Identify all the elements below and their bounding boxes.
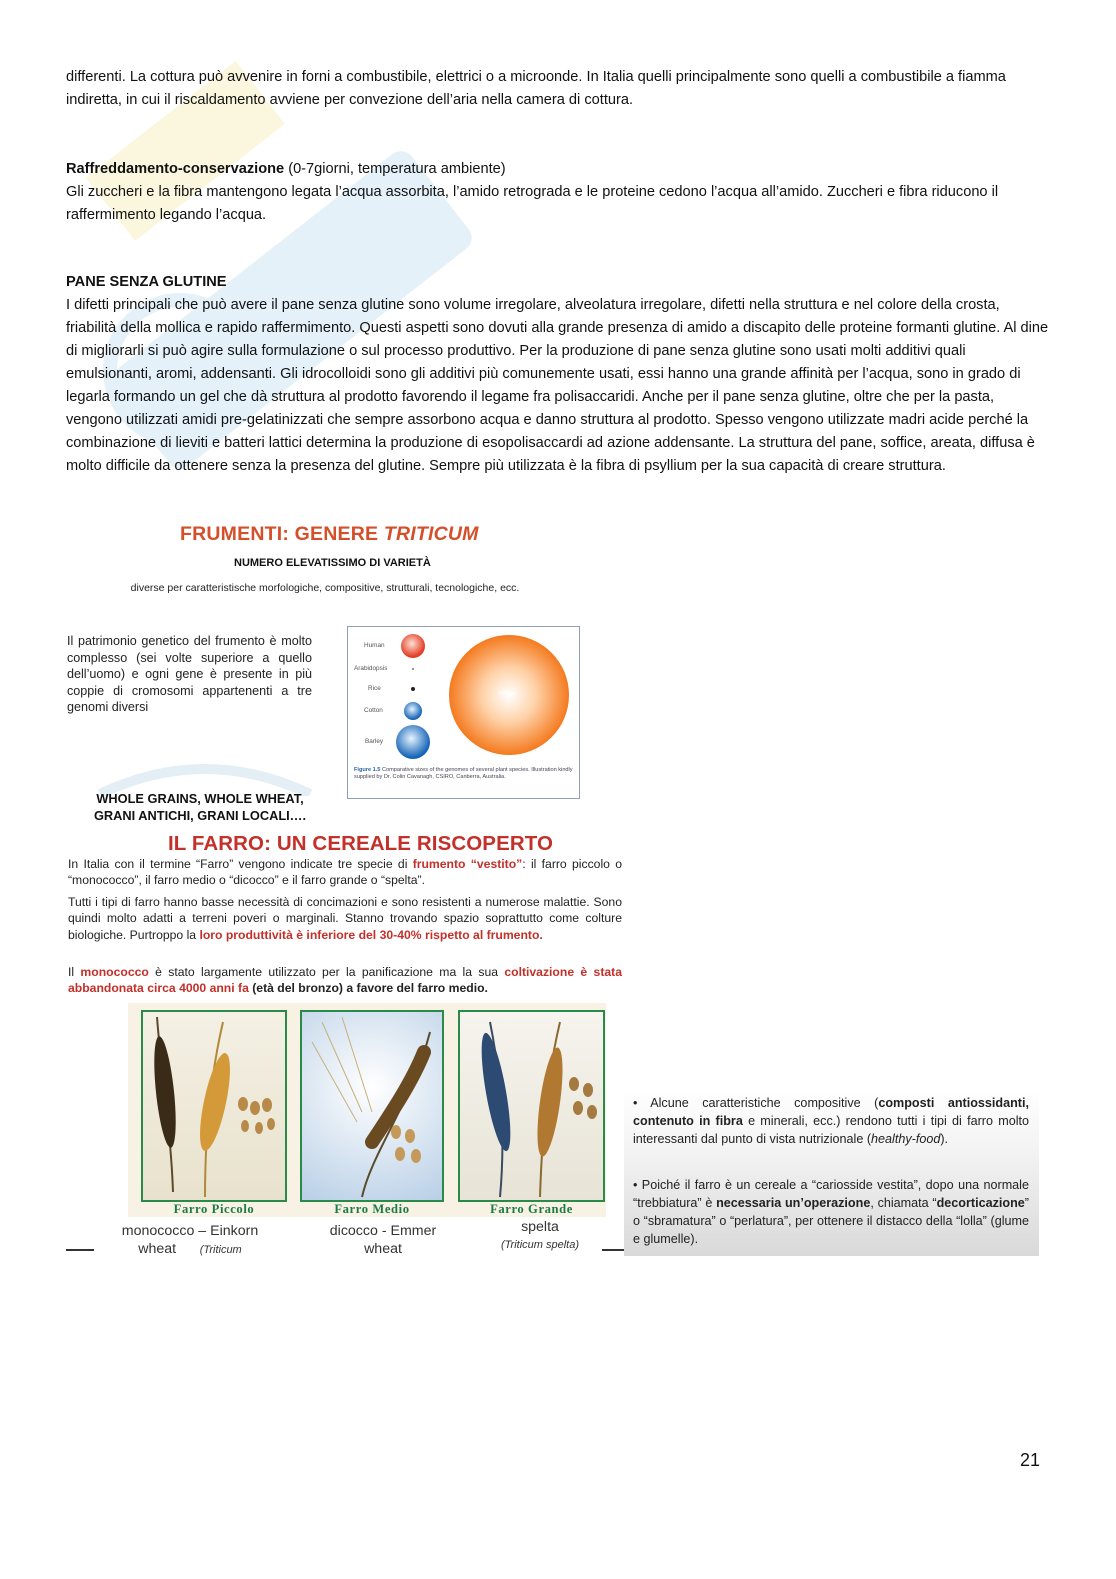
farro-characteristics-box xyxy=(624,1088,1039,1256)
slide1-body: Il patrimonio genetico del frumento è molto complesso (sei volte superiore a quello dell’uomo) e ogni gene è presente in più coppie di cromosomi appartenenti a tre genomi diversi xyxy=(67,634,312,715)
farro-grande-name: spelta (Triticum spelta) xyxy=(500,1219,580,1251)
slide2-title: IL FARRO: UN CEREALE RISCOPERTO xyxy=(168,832,554,855)
farro-medio-photo xyxy=(300,1010,444,1202)
bullet-compositive: • Alcune caratteristiche compositive (composti antiossidanti, contenuto in fibra e minerali, ecc.) rendono tutti i tipi di farro molto interessanti dal punto di vista nutrizionale (healthy-food). xyxy=(633,1096,1030,1146)
farro-medio-name: dicocco - Emmer wheat xyxy=(329,1223,437,1257)
raffreddamento-heading: Raffreddamento-conservazione xyxy=(66,161,285,177)
slide2-para2: Tutti i tipi di farro hanno basse necessità di concimazioni e sono resistenti a numerose malattie. Sono quindi molto adatti a terreni poveri o marginali. Stanno trovando spazio soprattutto come colture biologiche. Purtroppo la loro produttività è inferiore del 30-40% rispetto al frumento. xyxy=(68,895,622,942)
pane-text: I difetti principali che può avere il pane senza glutine sono volume irregolare, alveolatura irregolare, difetti nella struttura e nel colore della crosta, friabilità della mollica e rapido raffermimento. Questi aspetti sono dovuti alla grande presenza di amido a discapito delle proteine formanti glutine. Al dine di migliorarli si può agire sulla formulazione o sul processo produttivo. Per la produzione di pane senza glutine sono usati molti additivi quali emulsionanti, aromi, addensanti. Gli idrocolloidi sono gli additivi più comunemente usati, essi hanno una grande affinità per l’acqua, sono in grado di legarla formando un gel che dà struttura al prodotto favorendo il legame fra polisaccaridi. Anche per il pane senza glutine, oltre che per la pasta, vengono utilizzati amidi pre-gelatinizzati che sempre assorbono acqua e danno struttura al prodotto. Spesso vengono utilizzate madri acide perché la combinazione di lieviti e batteri lattici determina la produzione di esopolisaccardi ad azione addensante. La struttura del pane, soffice, areata, diffusa è molto difficile da ottenere senza la presenza del glutine. Sempre più utilizzata è la fibra di psyllium per la sua capacità di creare struttura. xyxy=(66,297,1049,474)
farro-grande-label: Farro Grande xyxy=(490,1202,573,1216)
arabidopsis-genome-circle xyxy=(412,668,414,670)
slide1-description: diverse per caratteristische morfologiche, compositive, strutturali, tecnologiche, ecc. xyxy=(130,582,520,594)
cotton-genome-circle xyxy=(404,702,422,720)
paragraph-cottura: differenti. La cottura può avvenire in forni a combustibile, elettrici o a microonde. In Italia quelli principalmente sono quelli a combustibile a fiamma indiretta, in cui il riscaldamento avviene per convezione dell’aria nella camera di cottura. xyxy=(66,69,1006,108)
bullet-decorticazione: • Poiché il farro è un cereale a “cariosside vestita”, dopo una normale “trebbiatura” è necessaria un’operazione, chiamata “decorticazione” o “sbramatura” o “perlatura”, per ottenere il distacco della “lolla” (glume e glumelle). xyxy=(633,1178,1029,1246)
farro-piccolo-photo xyxy=(141,1010,287,1202)
pane-heading: PANE SENZA GLUTINE xyxy=(66,274,227,290)
genome-size-figure: Human Arabidopsis Rice Cotton Barley Wheat Figure 1.5 Comparative sizes of the genomes of several plant species. Illustration kindly supplied by Dr. Colin Cavanagh, CSIRO, Canberra, Australia. xyxy=(347,626,580,799)
slide1-subtitle: NUMERO ELEVATISSIMO DI VARIETÀ xyxy=(234,557,431,569)
raffreddamento-text: Gli zuccheri e la fibra mantengono legata l’acqua assorbita, l’amido retrograda e le proteine cedono l’acqua all’amido. Zuccheri e fibra riducono il raffermimento legando l’acqua. xyxy=(66,184,999,223)
figure-caption: Figure 1.5 Comparative sizes of the genomes of several plant species. Illustration kindly supplied by Dr. Colin Cavanagh, CSIRO, Canberra, Australia. xyxy=(354,767,573,780)
rice-genome-circle xyxy=(411,687,415,691)
slide1-whole-grains: WHOLE GRAINS, WHOLE WHEAT, GRANI ANTICHI, GRANI LOCALI…. xyxy=(93,791,307,823)
barley-genome-circle xyxy=(396,725,430,759)
section-raffreddamento: Raffreddamento-conservazione (0-7giorni, temperatura ambiente) Gli zuccheri e la fibra mantengono legata l’acqua assorbita, l’amido retrograda e le proteine cedono l’acqua all’amido. Zuccheri e fibra riducono il raffermimento legando l’acqua. xyxy=(66,158,1050,227)
slide2-para3: Il monococco è stato largamente utilizzato per la panificazione ma la sua coltivazione è stata abbandonata circa 4000 anni fa (età del bronzo) a favore del farro medio. xyxy=(68,965,622,996)
farro-grande-photo xyxy=(458,1010,605,1202)
farro-piccolo-label: Farro Piccolo xyxy=(173,1202,255,1216)
farro-piccolo-name: monococco – Einkorn wheat (Triticum xyxy=(121,1223,259,1257)
slide-divider-left xyxy=(66,1249,94,1251)
human-genome-circle xyxy=(401,634,425,658)
page-number: 21 xyxy=(1020,1450,1041,1470)
slide1-title: FRUMENTI: GENERE TRITICUM xyxy=(180,523,479,545)
slide-divider-right xyxy=(602,1249,624,1251)
slide2-para1: In Italia con il termine “Farro” vengono indicate tre specie di frumento “vestito”: il farro piccolo o “monococco”, il farro medio o “dicocco” e il farro grande o “spelta”. xyxy=(68,857,622,888)
farro-medio-label: Farro Medio xyxy=(334,1202,410,1216)
section-pane-senza-glutine xyxy=(66,271,1050,478)
